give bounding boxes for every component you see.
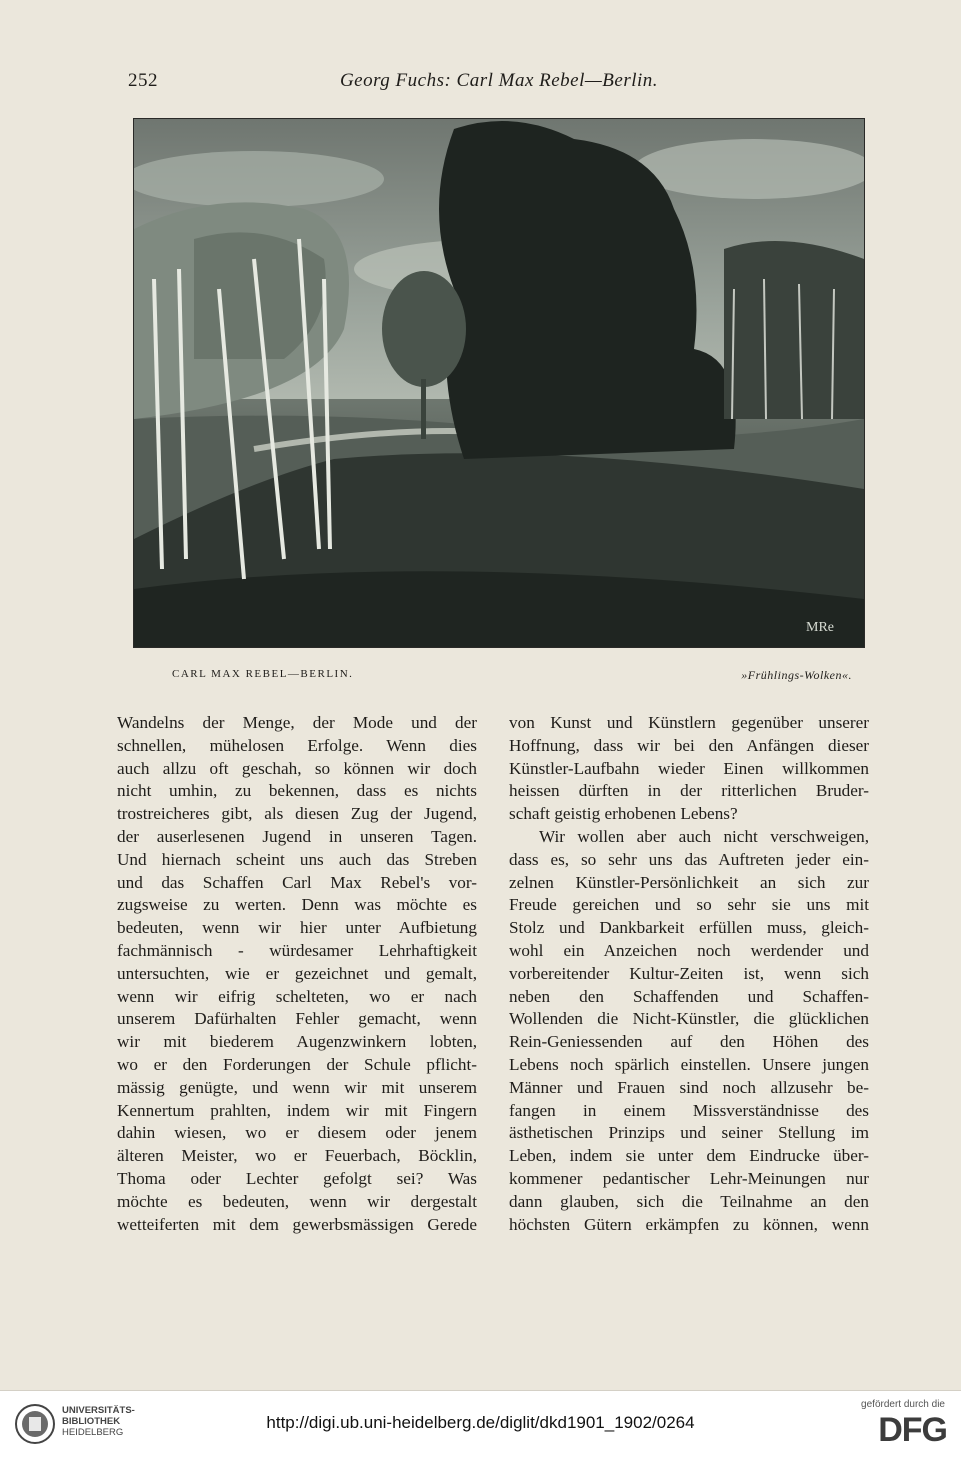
plate-caption	[172, 668, 852, 686]
text-line: Stolz und Dankbarkeit erfüllen muss, gleich-	[509, 918, 869, 938]
text-line: fachmännisch - würdesamer Lehrhaftigkeit	[117, 940, 477, 960]
running-title: Georg Fuchs: Carl Max Rebel—Berlin.	[339, 70, 659, 91]
text-line: Freude gereichen und so sehr sie uns mit	[509, 895, 869, 915]
text-line: heissen dürften in der ritterlichen Bruder-	[509, 781, 869, 801]
text-line: Und hiernach scheint uns auch das Streben	[117, 849, 477, 869]
text-line: mässig genügte, und wenn wir mit unserem	[117, 1077, 477, 1097]
library-line: BIBLIOTHEK	[62, 1416, 121, 1427]
text-line: wir mit biederem Augenzwinkern lobten,	[117, 1032, 477, 1052]
text-line: Hoffnung, dass wir bei den Anfängen dieser	[509, 735, 869, 755]
text-line: kommener pedantischer Lehr-Meinungen nur	[509, 1168, 869, 1188]
text-line: höchsten Gütern erkämpfen zu können, wenn	[509, 1214, 869, 1234]
text-line: zugsweise zu werten. Denn was möchte es	[117, 895, 477, 915]
text-line: wetteiferten mit dem gewerbsmässigen Gerede	[117, 1214, 477, 1234]
text-line: fangen in einem Missverständnisse des	[509, 1100, 869, 1120]
text-line: dahin wiesen, wo er diesem oder jenem	[117, 1123, 477, 1143]
text-line: Künstler-Laufbahn wieder Einen willkommen	[509, 758, 869, 778]
caption-title: »Frühlings-Wolken«.	[741, 668, 852, 682]
text-line: schnellen, mühelosen Erfolge. Wenn dies	[117, 735, 477, 755]
text-line: von Kunst und Künstlern gegenüber unserer	[509, 713, 869, 732]
text-line: Rein-Geniessenden auf den Höhen des	[509, 1032, 869, 1052]
landscape-painting-image	[134, 119, 864, 647]
caption-artist: CARL MAX REBEL—BERLIN.	[172, 668, 354, 680]
text-line: Leben, indem sie unter dem Eindrucke über-	[509, 1146, 869, 1166]
text-line: schaft geistig erhobenen Lebens?	[509, 804, 738, 824]
text-line: vorbereitender Kultur-Zeiten ist, wenn sich	[509, 963, 869, 983]
text-line: Thoma oder Lechter gefolgt sei? Was	[117, 1168, 477, 1188]
text-line: möchte es bedeuten, wenn wir dergestalt	[117, 1191, 477, 1211]
funding-label: gefördert durch die	[861, 1399, 945, 1410]
text-line: zelnen Künstler-Persönlichkeit an sich zur	[509, 872, 869, 892]
text-line: trostreicheres gibt, als diesen Zug der Jugend,	[117, 804, 477, 824]
text-line: Kennertum prahlten, indem wir mit Fingern	[117, 1100, 477, 1120]
painting-plate	[133, 118, 865, 648]
right-text-column	[509, 712, 869, 1236]
text-line: auch allzu oft geschah, so können wir doch	[117, 758, 477, 778]
text-line: und das Schaffen Carl Max Rebel's vor-	[117, 872, 477, 892]
text-line: älteren Meister, wo er Feuerbach, Böcklin,	[117, 1146, 477, 1166]
text-line: Männer und Frauen sind noch allzusehr be-	[509, 1077, 869, 1097]
text-line: untersuchten, wie er gezeichnet und gemalt,	[117, 963, 477, 983]
text-line: Wir wollen aber auch nicht verschweigen,	[539, 826, 869, 846]
text-line: dass es, so sehr uns das Auftreten jeder ein-	[509, 849, 869, 869]
text-line: ästhetischen Prinzips und seiner Stellung im	[509, 1123, 869, 1143]
text-line: der auserlesenen Jugend in unseren Tagen.	[117, 826, 477, 846]
text-line: Lebens noch spärlich einstellen. Unsere jungen	[509, 1054, 869, 1074]
library-line: UNIVERSITÄTS-	[62, 1405, 135, 1416]
left-text-column	[117, 712, 477, 1236]
text-line: unserem Dafürhalten Fehler gemacht, wenn	[117, 1009, 477, 1029]
text-line: Wandelns der Menge, der Mode und der	[117, 713, 477, 732]
text-line: neben den Schaffenden und Schaffen-	[509, 986, 869, 1006]
text-line: bedeuten, wenn wir hier unter Aufbietung	[117, 918, 477, 938]
text-line: wo er den Forderungen der Schule pflicht-	[117, 1054, 477, 1074]
artist-monogram: MRe	[806, 620, 834, 635]
running-header	[128, 70, 870, 96]
text-line: Wollenden die Nicht-Künstler, die glücklichen	[509, 1009, 869, 1029]
text-line: dann glauben, sich die Teilnahme an den	[509, 1191, 869, 1211]
page-number: 252	[128, 70, 158, 91]
text-line: wohl ein Anzeichen noch werdender und	[509, 940, 869, 960]
viewer-footer	[0, 1390, 961, 1457]
text-line: nicht umhin, zu bekennen, dass es nichts	[117, 781, 477, 801]
library-line: HEIDELBERG	[62, 1427, 124, 1438]
text-line: wenn wir eifrig schelteten, wo er nach	[117, 986, 477, 1006]
dfg-logo: DFG	[878, 1411, 947, 1449]
permalink-url[interactable]: http://digi.ub.uni-heidelberg.de/diglit/dkd1901_1902/0264	[266, 1413, 695, 1432]
